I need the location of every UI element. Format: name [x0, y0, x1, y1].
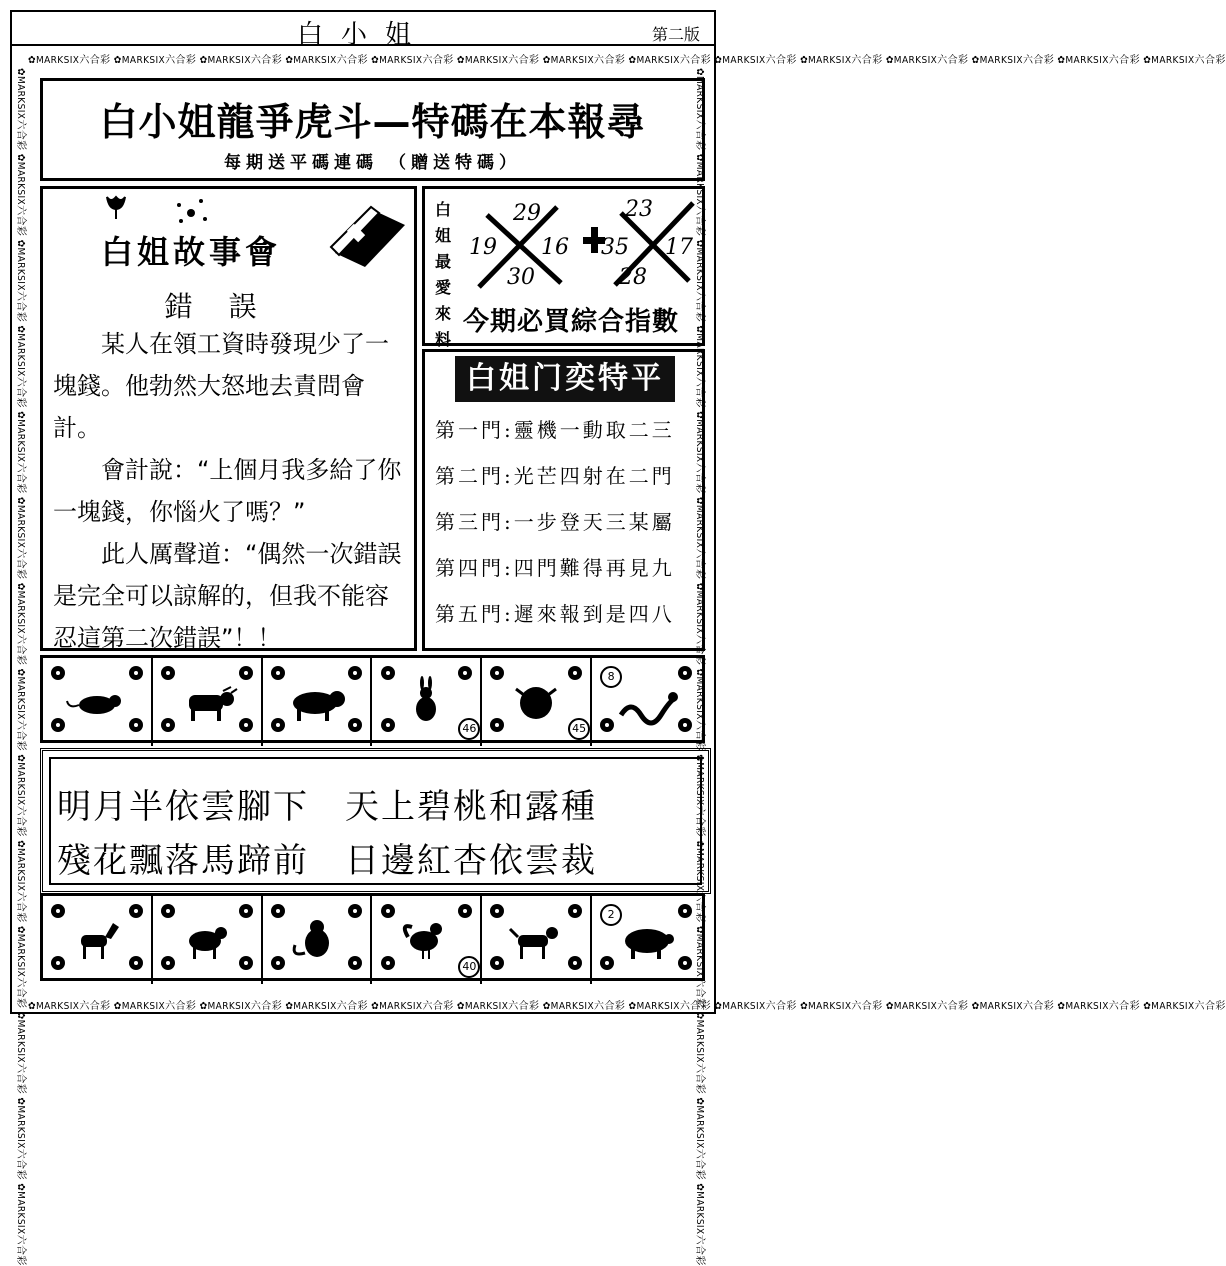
pig-icon — [615, 917, 679, 963]
headline-subtitle: 每期送平碼連碼 （贈送特碼） — [224, 153, 521, 173]
sparkle-icon — [171, 195, 211, 229]
zodiac-cell — [373, 658, 483, 746]
corner-dot — [161, 666, 175, 680]
corner-dot — [678, 718, 692, 732]
zodiac-row-top — [40, 655, 705, 743]
gates-box — [422, 349, 705, 651]
pick-number: 29 — [513, 201, 541, 226]
corner-dot — [239, 904, 253, 918]
poem-line: 明月半依雲腳下 天上碧桃和露種 — [57, 787, 597, 827]
story-paragraph: 某人在領工資時發現少了一塊錢。他勃然大怒地去責問會計。 — [53, 330, 389, 442]
corner-dot — [129, 666, 143, 680]
monkey-icon — [285, 917, 349, 963]
story-box — [40, 186, 417, 651]
tiger-icon — [285, 679, 349, 725]
corner-dot — [161, 718, 175, 732]
dragon-icon — [504, 679, 568, 725]
zodiac-cell — [373, 896, 483, 984]
zodiac-cell — [482, 658, 592, 746]
corner-dot — [490, 718, 504, 732]
pick-number: 23 — [625, 197, 653, 222]
corner-dot — [161, 904, 175, 918]
poem-line: 殘花飄落馬蹄前 日邊紅杏依雲裁 — [57, 841, 597, 881]
corner-dot — [161, 956, 175, 970]
corner-dot — [458, 904, 472, 918]
corner-dot — [458, 666, 472, 680]
corner-dot — [490, 956, 504, 970]
zodiac-cell — [153, 896, 263, 984]
corner-dot — [51, 666, 65, 680]
corner-dot — [678, 956, 692, 970]
corner-dot — [51, 904, 65, 918]
gate-row: 第三門:一步登天三某屬 — [435, 510, 675, 534]
number-badge: 40 — [458, 956, 480, 978]
border-bottom — [28, 994, 1226, 1014]
goat-icon — [175, 917, 239, 963]
pick-number: 19 — [469, 235, 497, 260]
border-top — [28, 48, 1226, 68]
snake-icon — [615, 679, 679, 725]
story-section-title: 白姐故事會 — [101, 233, 282, 271]
headline-title: 白小姐龍爭虎斗—特碼在本報尋 — [99, 100, 646, 144]
corner-dot — [271, 666, 285, 680]
corner-dot — [600, 718, 614, 732]
corner-dot — [678, 666, 692, 680]
picks-label: 白姐最愛來料 — [434, 200, 451, 349]
corner-dot — [568, 904, 582, 918]
number-badge: 46 — [458, 718, 480, 740]
gates-title: 白姐门奕特平 — [455, 356, 675, 402]
edition-label: 第二版 — [651, 25, 700, 44]
border-right-text: ✿MARKSIX六合彩 ✿MARKSIX六合彩 ✿MARKSIX六合彩 ✿MARKSIX六合彩 ✿MARKSIX六合彩 ✿MARKSIX六合彩 ✿MARKSIX六合彩 ✿MARKSIX六合彩 ✿MARKSIX六合彩 ✿MARKSIX六合彩 ✿MARKSIX六合彩 ✿MARKSIX六合彩 ✿MARKSIX六合彩 ✿MARKSIX六合彩 — [694, 68, 705, 1266]
zodiac-cell — [263, 658, 373, 746]
corner-dot — [51, 956, 65, 970]
corner-dot — [129, 718, 143, 732]
pick-number: 28 — [619, 265, 647, 290]
corner-dot — [490, 666, 504, 680]
border-top-text: ✿MARKSIX六合彩 ✿MARKSIX六合彩 ✿MARKSIX六合彩 ✿MARKSIX六合彩 ✿MARKSIX六合彩 ✿MARKSIX六合彩 ✿MARKSIX六合彩 ✿MARKSIX六合彩 ✿MARKSIX六合彩 ✿MARKSIX六合彩 ✿MARKSIX六合彩 ✿MARKSIX六合彩 ✿MARKSIX六合彩 ✿MARKSIX六合彩 — [28, 55, 1226, 66]
zodiac-cell — [482, 896, 592, 984]
masthead — [12, 12, 714, 50]
corner-dot — [348, 904, 362, 918]
masthead-title: 白小姐 — [296, 20, 429, 50]
border-left-text: ✿MARKSIX六合彩 ✿MARKSIX六合彩 ✿MARKSIX六合彩 ✿MARKSIX六合彩 ✿MARKSIX六合彩 ✿MARKSIX六合彩 ✿MARKSIX六合彩 ✿MARKSIX六合彩 ✿MARKSIX六合彩 ✿MARKSIX六合彩 ✿MARKSIX六合彩 ✿MARKSIX六合彩 ✿MARKSIX六合彩 ✿MARKSIX六合彩 — [15, 68, 26, 1266]
ox-icon — [175, 679, 239, 725]
picks-box — [422, 186, 705, 349]
zodiac-cell — [263, 896, 373, 984]
tulip-icon — [101, 191, 131, 221]
story-body — [53, 323, 408, 659]
corner-dot — [568, 956, 582, 970]
story-paragraph: 會計說：“上個月我多給了你一塊錢，你惱火了嗎？” — [53, 456, 402, 526]
pick-number: 30 — [507, 265, 535, 290]
corner-dot — [381, 956, 395, 970]
corner-dot — [568, 666, 582, 680]
rabbit-icon — [394, 679, 458, 725]
corner-dot — [129, 904, 143, 918]
corner-dot — [381, 718, 395, 732]
corner-dot — [490, 904, 504, 918]
corner-dot — [600, 956, 614, 970]
story-headline: 錯誤 — [164, 290, 293, 323]
horse-icon — [65, 917, 129, 963]
corner-dot — [271, 956, 285, 970]
gate-row: 第二門:光芒四射在二門 — [435, 464, 675, 488]
corner-dot — [129, 956, 143, 970]
corner-dot — [678, 904, 692, 918]
rat-icon — [65, 679, 129, 725]
zodiac-row-bottom — [40, 893, 705, 981]
headline-box — [40, 78, 705, 181]
gate-row: 第四門:四門難得再見九 — [435, 556, 675, 580]
corner-dot — [239, 666, 253, 680]
corner-dot — [348, 718, 362, 732]
gate-row: 第五門:遲來報到是四八 — [435, 602, 675, 626]
gate-row: 第一門:靈機一動取二三 — [435, 418, 675, 442]
picks-footer: 今期必買綜合指數 — [463, 307, 680, 337]
dog-icon — [504, 917, 568, 963]
zodiac-cell — [592, 896, 702, 984]
corner-dot — [348, 956, 362, 970]
corner-dot — [239, 718, 253, 732]
book-icon — [325, 203, 409, 273]
corner-dot — [51, 718, 65, 732]
zodiac-cell — [153, 658, 263, 746]
zodiac-cell — [43, 896, 153, 984]
pick-number: 17 — [665, 235, 693, 260]
corner-dot — [239, 956, 253, 970]
number-badge: 2 — [600, 904, 622, 926]
zodiac-cell — [43, 658, 153, 746]
corner-dot — [348, 666, 362, 680]
story-paragraph: 此人厲聲道：“偶然一次錯誤是完全可以諒解的，但我不能容忍這第二次錯誤”！！ — [53, 540, 402, 652]
pick-number: 35 — [601, 235, 629, 260]
zodiac-cell — [592, 658, 702, 746]
corner-dot — [271, 904, 285, 918]
poem-box — [40, 748, 711, 894]
border-bottom-text: ✿MARKSIX六合彩 ✿MARKSIX六合彩 ✿MARKSIX六合彩 ✿MARKSIX六合彩 ✿MARKSIX六合彩 ✿MARKSIX六合彩 ✿MARKSIX六合彩 ✿MARKSIX六合彩 ✿MARKSIX六合彩 ✿MARKSIX六合彩 ✿MARKSIX六合彩 ✿MARKSIX六合彩 ✿MARKSIX六合彩 ✿MARKSIX六合彩 — [28, 1001, 1226, 1012]
border-left — [14, 68, 34, 1266]
pick-number: 16 — [541, 235, 569, 260]
number-badge: 8 — [600, 666, 622, 688]
corner-dot — [381, 666, 395, 680]
rooster-icon — [394, 917, 458, 963]
corner-dot — [271, 718, 285, 732]
corner-dot — [381, 904, 395, 918]
number-badge: 45 — [568, 718, 590, 740]
